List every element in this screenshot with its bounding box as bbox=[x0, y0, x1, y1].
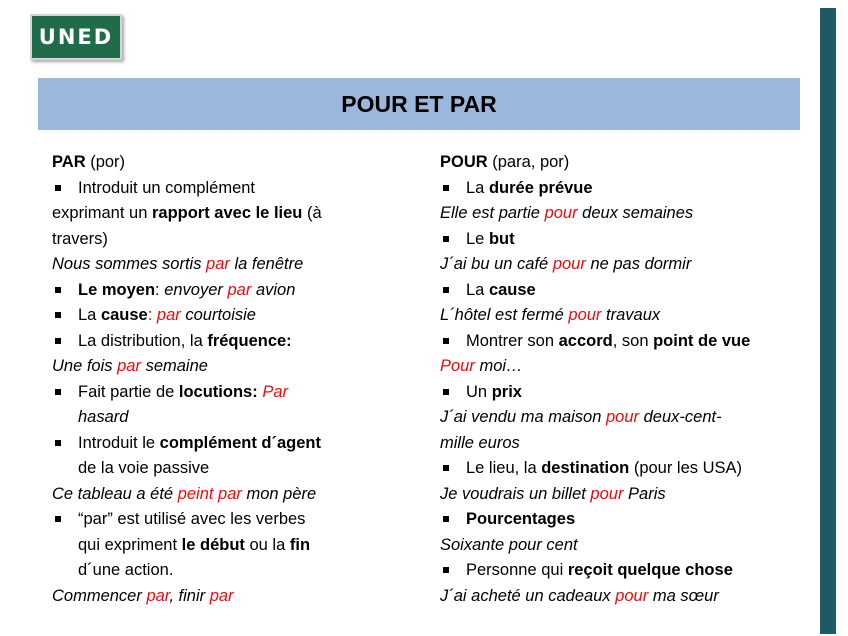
text-bold: fréquence: bbox=[207, 331, 292, 350]
slide-title: POUR ET PAR bbox=[341, 90, 497, 117]
highlight-word: Par bbox=[262, 382, 288, 401]
text: “par” est utilisé avec les verbes bbox=[78, 510, 306, 528]
example-text: Soixante pour cent bbox=[440, 535, 578, 554]
uned-logo bbox=[30, 14, 122, 60]
text: qui expriment bbox=[78, 535, 182, 554]
example-line bbox=[440, 354, 820, 380]
text-bold: prix bbox=[491, 382, 522, 401]
bullet-item bbox=[440, 176, 820, 202]
example-line bbox=[52, 252, 382, 278]
text-line bbox=[52, 533, 382, 559]
text: travers) bbox=[52, 229, 108, 248]
bullet-square bbox=[52, 380, 78, 406]
highlight-word: : bbox=[147, 306, 157, 324]
example-text: mon père bbox=[241, 484, 317, 503]
example-text: la fenêtre bbox=[229, 255, 304, 273]
bullet-square bbox=[52, 303, 78, 329]
text-bold: rapport avec le lieu bbox=[151, 204, 303, 222]
example-text: hasard bbox=[78, 408, 129, 426]
text: : bbox=[155, 280, 165, 299]
example-line bbox=[440, 303, 820, 329]
text: de la voie passive bbox=[78, 459, 210, 477]
example-text: , finir bbox=[169, 586, 210, 605]
bullet-item bbox=[52, 303, 382, 329]
bullet-item bbox=[52, 380, 382, 406]
bullet-square bbox=[440, 558, 466, 584]
example-line bbox=[440, 482, 820, 508]
par-heading bbox=[52, 150, 382, 176]
text-bold: cause bbox=[488, 280, 536, 299]
highlight-word: pour bbox=[544, 204, 578, 222]
example-line bbox=[52, 482, 382, 508]
bullet-square bbox=[52, 278, 78, 304]
example-line bbox=[440, 431, 820, 457]
text-bold: Pourcentages bbox=[466, 510, 576, 528]
text-bold: cause bbox=[100, 306, 148, 324]
text: exprimant un bbox=[52, 204, 152, 222]
example-text: moi… bbox=[474, 357, 523, 375]
bullet-square bbox=[52, 176, 78, 202]
par-column bbox=[52, 150, 382, 609]
highlight-word: pour bbox=[590, 484, 624, 503]
bullet-item bbox=[52, 329, 382, 355]
example-text: Commencer bbox=[52, 586, 147, 605]
example-text: Je voudrais un billet bbox=[440, 484, 591, 503]
text: , son bbox=[612, 331, 654, 350]
bullet-item bbox=[52, 176, 382, 202]
highlight-word: par bbox=[227, 280, 252, 299]
text-bold: fin bbox=[289, 535, 311, 554]
example-text: J´ai vendu ma maison bbox=[440, 408, 606, 426]
text: La bbox=[466, 178, 489, 197]
example-text: Une fois bbox=[52, 357, 118, 375]
example-text: ne pas dormir bbox=[585, 255, 692, 273]
example-line bbox=[52, 354, 382, 380]
example-text: mille euros bbox=[440, 433, 520, 452]
example-text: Nous sommes sortis bbox=[52, 255, 207, 273]
text: Le bbox=[466, 229, 489, 248]
bullet-item bbox=[440, 329, 820, 355]
text-bold: but bbox=[488, 229, 515, 248]
example-line bbox=[440, 533, 820, 559]
example-text: J´ai bu un café bbox=[440, 255, 553, 273]
highlight-word: peint par bbox=[177, 484, 242, 503]
text: Personne qui bbox=[466, 561, 568, 579]
bullet-item bbox=[440, 227, 820, 253]
example-text: ma sœur bbox=[648, 586, 719, 605]
par-heading-rest: (por) bbox=[85, 153, 126, 171]
highlight-word: Pour bbox=[440, 357, 475, 375]
bullet-square bbox=[440, 380, 466, 406]
par-heading-bold: PAR bbox=[52, 153, 86, 171]
bullet-item bbox=[440, 558, 820, 584]
text-bold: le début bbox=[181, 535, 245, 554]
pour-column bbox=[440, 150, 820, 609]
text: Un bbox=[466, 382, 492, 401]
example-line bbox=[440, 252, 820, 278]
text: (pour les USA) bbox=[629, 459, 743, 477]
bullet-square bbox=[440, 456, 466, 482]
text-bold: durée prévue bbox=[488, 178, 593, 197]
highlight-word: par bbox=[146, 586, 170, 605]
example-text: deux-cent- bbox=[639, 408, 722, 426]
text-bold: destination bbox=[541, 459, 630, 477]
text: Introduit le bbox=[78, 433, 160, 452]
example-line bbox=[440, 584, 820, 610]
example-text: avion bbox=[251, 280, 296, 299]
bullet-item bbox=[52, 431, 382, 457]
text: Fait partie de bbox=[78, 382, 179, 401]
example-text: envoyer bbox=[164, 280, 228, 299]
example-line bbox=[440, 201, 820, 227]
bullet-square bbox=[52, 507, 78, 533]
bullet-square bbox=[440, 227, 466, 253]
example-text: J´ai acheté un cadeaux bbox=[440, 586, 616, 605]
example-text: Ce tableau a été bbox=[52, 484, 178, 503]
bullet-text: Introduit un complément bbox=[78, 178, 256, 197]
pour-heading bbox=[440, 150, 820, 176]
text: Le lieu, la bbox=[466, 459, 542, 477]
example-line bbox=[440, 405, 820, 431]
highlight-word: par bbox=[206, 255, 230, 273]
text: La bbox=[466, 280, 489, 299]
text: (à bbox=[302, 204, 322, 222]
example-text: L´hôtel est fermé bbox=[440, 306, 569, 324]
text: La bbox=[78, 306, 101, 324]
highlight-word: pour bbox=[606, 408, 640, 426]
text-bold: reçoit quelque chose bbox=[567, 561, 733, 579]
pour-heading-rest: (para, por) bbox=[487, 153, 570, 171]
example-text: travaux bbox=[601, 306, 661, 324]
text-bold: accord bbox=[558, 331, 613, 350]
highlight-word: pour bbox=[568, 306, 602, 324]
example-text: Elle est partie bbox=[440, 204, 545, 222]
pour-heading-bold: POUR bbox=[440, 153, 488, 171]
bullet-square bbox=[440, 176, 466, 202]
bullet-square bbox=[440, 329, 466, 355]
text-bold: locutions: bbox=[178, 382, 263, 401]
text-bold: Le moyen bbox=[78, 280, 156, 299]
bullet-square bbox=[440, 507, 466, 533]
logo-text: UNED bbox=[38, 25, 114, 49]
side-decoration-bar bbox=[820, 8, 836, 634]
bullet-item bbox=[440, 380, 820, 406]
text-line bbox=[52, 405, 382, 431]
example-text: Paris bbox=[623, 484, 666, 503]
bullet-item bbox=[52, 507, 382, 533]
text-line bbox=[52, 558, 382, 584]
example-line bbox=[52, 584, 382, 610]
highlight-word: par bbox=[209, 586, 234, 605]
bullet-square bbox=[440, 278, 466, 304]
bullet-item bbox=[440, 507, 820, 533]
highlight-word: par bbox=[156, 306, 181, 324]
text-bold: complément d´agent bbox=[159, 433, 321, 452]
text: Montrer son bbox=[466, 331, 559, 350]
example-text: semaine bbox=[140, 357, 208, 375]
text: ou la bbox=[244, 535, 290, 554]
example-text: courtoisie bbox=[180, 306, 256, 324]
highlight-word: pour bbox=[615, 586, 649, 605]
highlight-word: par bbox=[117, 357, 141, 375]
example-text: deux semaines bbox=[577, 204, 694, 222]
bullet-square bbox=[52, 431, 78, 457]
bullet-item bbox=[440, 278, 820, 304]
bullet-square bbox=[52, 329, 78, 355]
text-line bbox=[52, 201, 382, 227]
text: La distribution, la bbox=[78, 331, 208, 350]
bullet-item bbox=[52, 278, 382, 304]
text: d´une action. bbox=[78, 561, 174, 579]
highlight-word: pour bbox=[552, 255, 586, 273]
bullet-item bbox=[440, 456, 820, 482]
title-bar bbox=[38, 78, 800, 130]
text-line bbox=[52, 227, 382, 253]
text-line bbox=[52, 456, 382, 482]
text-bold: point de vue bbox=[653, 331, 751, 350]
